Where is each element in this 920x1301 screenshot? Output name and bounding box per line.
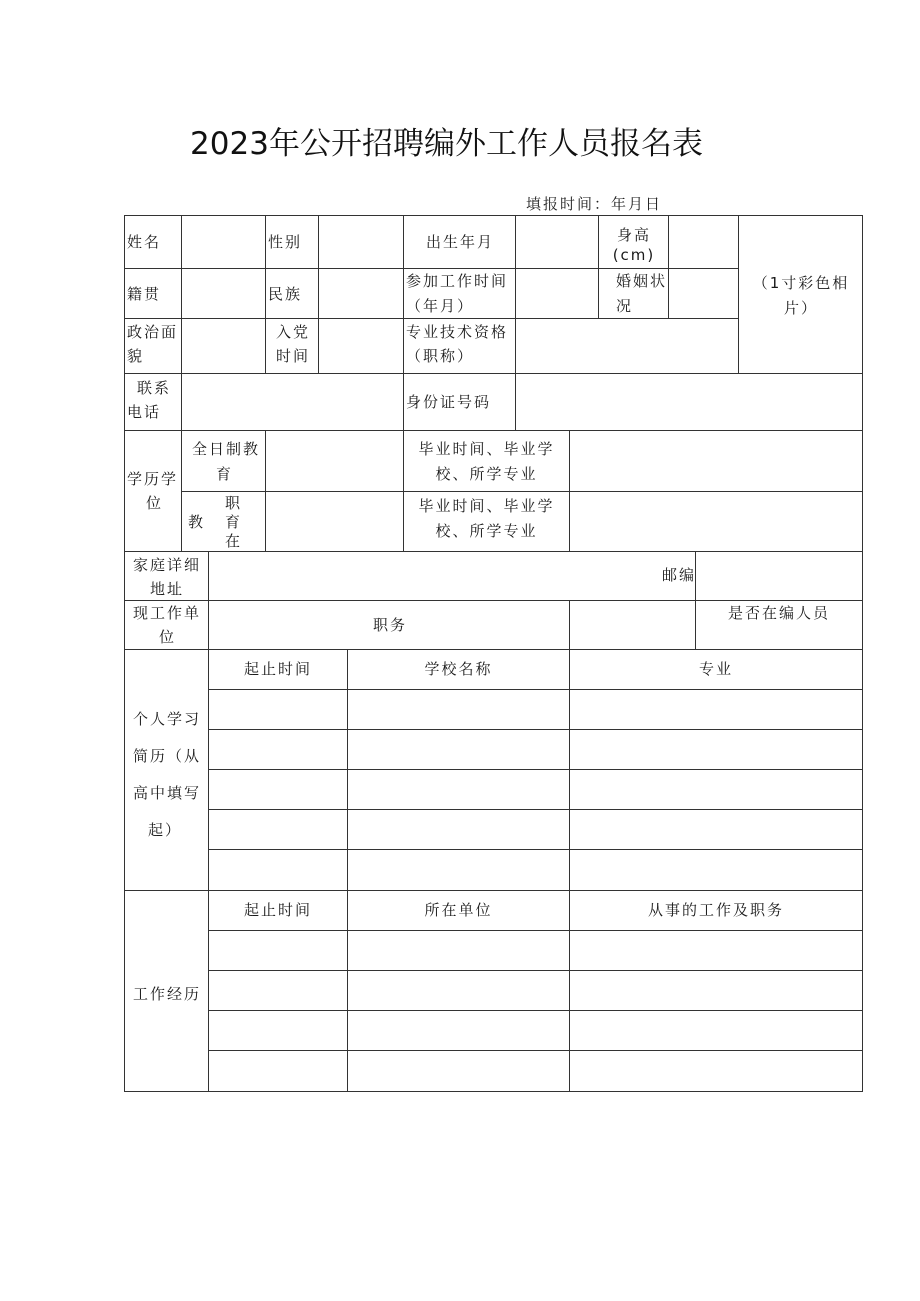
phone-field[interactable] [182, 374, 403, 430]
address-label: 家庭详细 [133, 556, 202, 574]
marital-label: 婚姻状 [616, 272, 668, 290]
fulltime-education-label: 全日制教 [192, 440, 261, 458]
work-row[interactable] [209, 931, 862, 970]
work-start-label: 参加工作时间 [406, 272, 509, 290]
native-place-label: 籍贯 [127, 285, 162, 303]
party-date-label: 入党 [276, 323, 311, 341]
native-place-field[interactable] [182, 269, 265, 318]
education-label: 学历学 [127, 470, 179, 488]
postcode-field[interactable] [696, 552, 862, 600]
id-number-label: 身份证号码 [406, 393, 492, 411]
parttime-degree-field[interactable] [266, 492, 403, 551]
work-row[interactable] [209, 1011, 862, 1050]
parttime-graduation-field[interactable] [570, 492, 862, 551]
study-school-header: 学校名称 [424, 660, 493, 678]
birth-field[interactable] [516, 216, 598, 268]
marital-field[interactable] [669, 269, 738, 318]
study-history-label: 个人学习 [133, 710, 202, 728]
fulltime-graduation-label-2: 校、所学专业 [435, 465, 538, 483]
id-number-field[interactable] [516, 374, 862, 430]
height-field[interactable] [669, 216, 738, 268]
ethnic-field[interactable] [319, 269, 403, 318]
qualification-field[interactable] [516, 319, 738, 373]
parttime-graduation-label-2: 校、所学专业 [435, 522, 538, 540]
party-date-label-2: 时间 [276, 347, 311, 365]
qualification-label-2: （职称） [406, 347, 475, 365]
political-status-label: 政治面 [127, 323, 179, 341]
study-history-label-2: 简历（从 [133, 747, 202, 765]
fulltime-education-label-2: 育 [216, 465, 234, 483]
employer-field[interactable] [209, 601, 364, 649]
fulltime-graduation-label: 毕业时间、毕业学 [418, 440, 555, 458]
marital-label-2: 况 [616, 297, 634, 315]
address-field[interactable] [209, 552, 659, 600]
height-label: 身高 [616, 226, 651, 244]
birth-label: 出生年月 [426, 233, 495, 251]
parttime-graduation-label: 毕业时间、毕业学 [418, 497, 555, 515]
work-start-field[interactable] [516, 269, 598, 318]
fulltime-graduation-field[interactable] [570, 431, 862, 491]
phone-label: 联系 [137, 379, 172, 397]
staff-status-label: 是否在编人员 [727, 604, 830, 622]
fulltime-degree-field[interactable] [266, 431, 403, 491]
phone-label-2: 电话 [127, 403, 162, 421]
study-row[interactable] [209, 850, 862, 890]
work-duty-header: 从事的工作及职务 [647, 901, 784, 919]
education-label-2: 位 [146, 494, 164, 512]
political-status-label-2: 貌 [127, 347, 145, 365]
study-row[interactable] [209, 690, 862, 729]
ethnic-label: 民族 [268, 285, 303, 303]
work-period-header: 起止时间 [243, 901, 312, 919]
work-row[interactable] [209, 1051, 862, 1091]
parttime-education-label-c: 在 [225, 532, 243, 550]
employer-label: 现工作单 [133, 604, 202, 622]
height-unit-label: (cm) [612, 246, 656, 264]
study-row[interactable] [209, 770, 862, 809]
work-row[interactable] [209, 971, 862, 1010]
study-history-label-4: 起） [148, 821, 183, 839]
fill-date-label: 填报时间：年月日 [526, 195, 663, 213]
parttime-education-label: 职 [225, 494, 243, 512]
gender-field[interactable] [319, 216, 403, 268]
study-row[interactable] [209, 810, 862, 849]
employer-label-2: 位 [159, 628, 177, 646]
photo-label: （1寸彩色相 [752, 274, 850, 292]
study-major-header: 专业 [698, 660, 733, 678]
parttime-education-label-b: 育 [225, 513, 243, 531]
name-label: 姓名 [127, 233, 162, 251]
qualification-label: 专业技术资格 [406, 323, 509, 341]
photo-label-2: 片） [783, 299, 818, 317]
work-employer-header: 所在单位 [424, 901, 493, 919]
postcode-label: 邮编 [662, 566, 697, 584]
photo-box[interactable] [739, 216, 862, 373]
work-start-label-2: （年月） [406, 297, 475, 315]
political-status-field[interactable] [182, 319, 265, 373]
party-date-field[interactable] [319, 319, 403, 373]
position-label: 职务 [373, 616, 408, 634]
page-title: 2023年公开招聘编外工作人员报名表 [190, 126, 703, 162]
gender-label: 性别 [268, 233, 303, 251]
work-history-label: 工作经历 [133, 985, 202, 1003]
position-field[interactable] [570, 601, 695, 649]
study-history-label-3: 高中填写 [133, 784, 202, 802]
name-field[interactable] [182, 216, 265, 268]
address-label-2: 地址 [150, 580, 185, 598]
parttime-education-label-d: 教 [188, 513, 206, 531]
study-period-header: 起止时间 [243, 660, 312, 678]
study-row[interactable] [209, 730, 862, 769]
